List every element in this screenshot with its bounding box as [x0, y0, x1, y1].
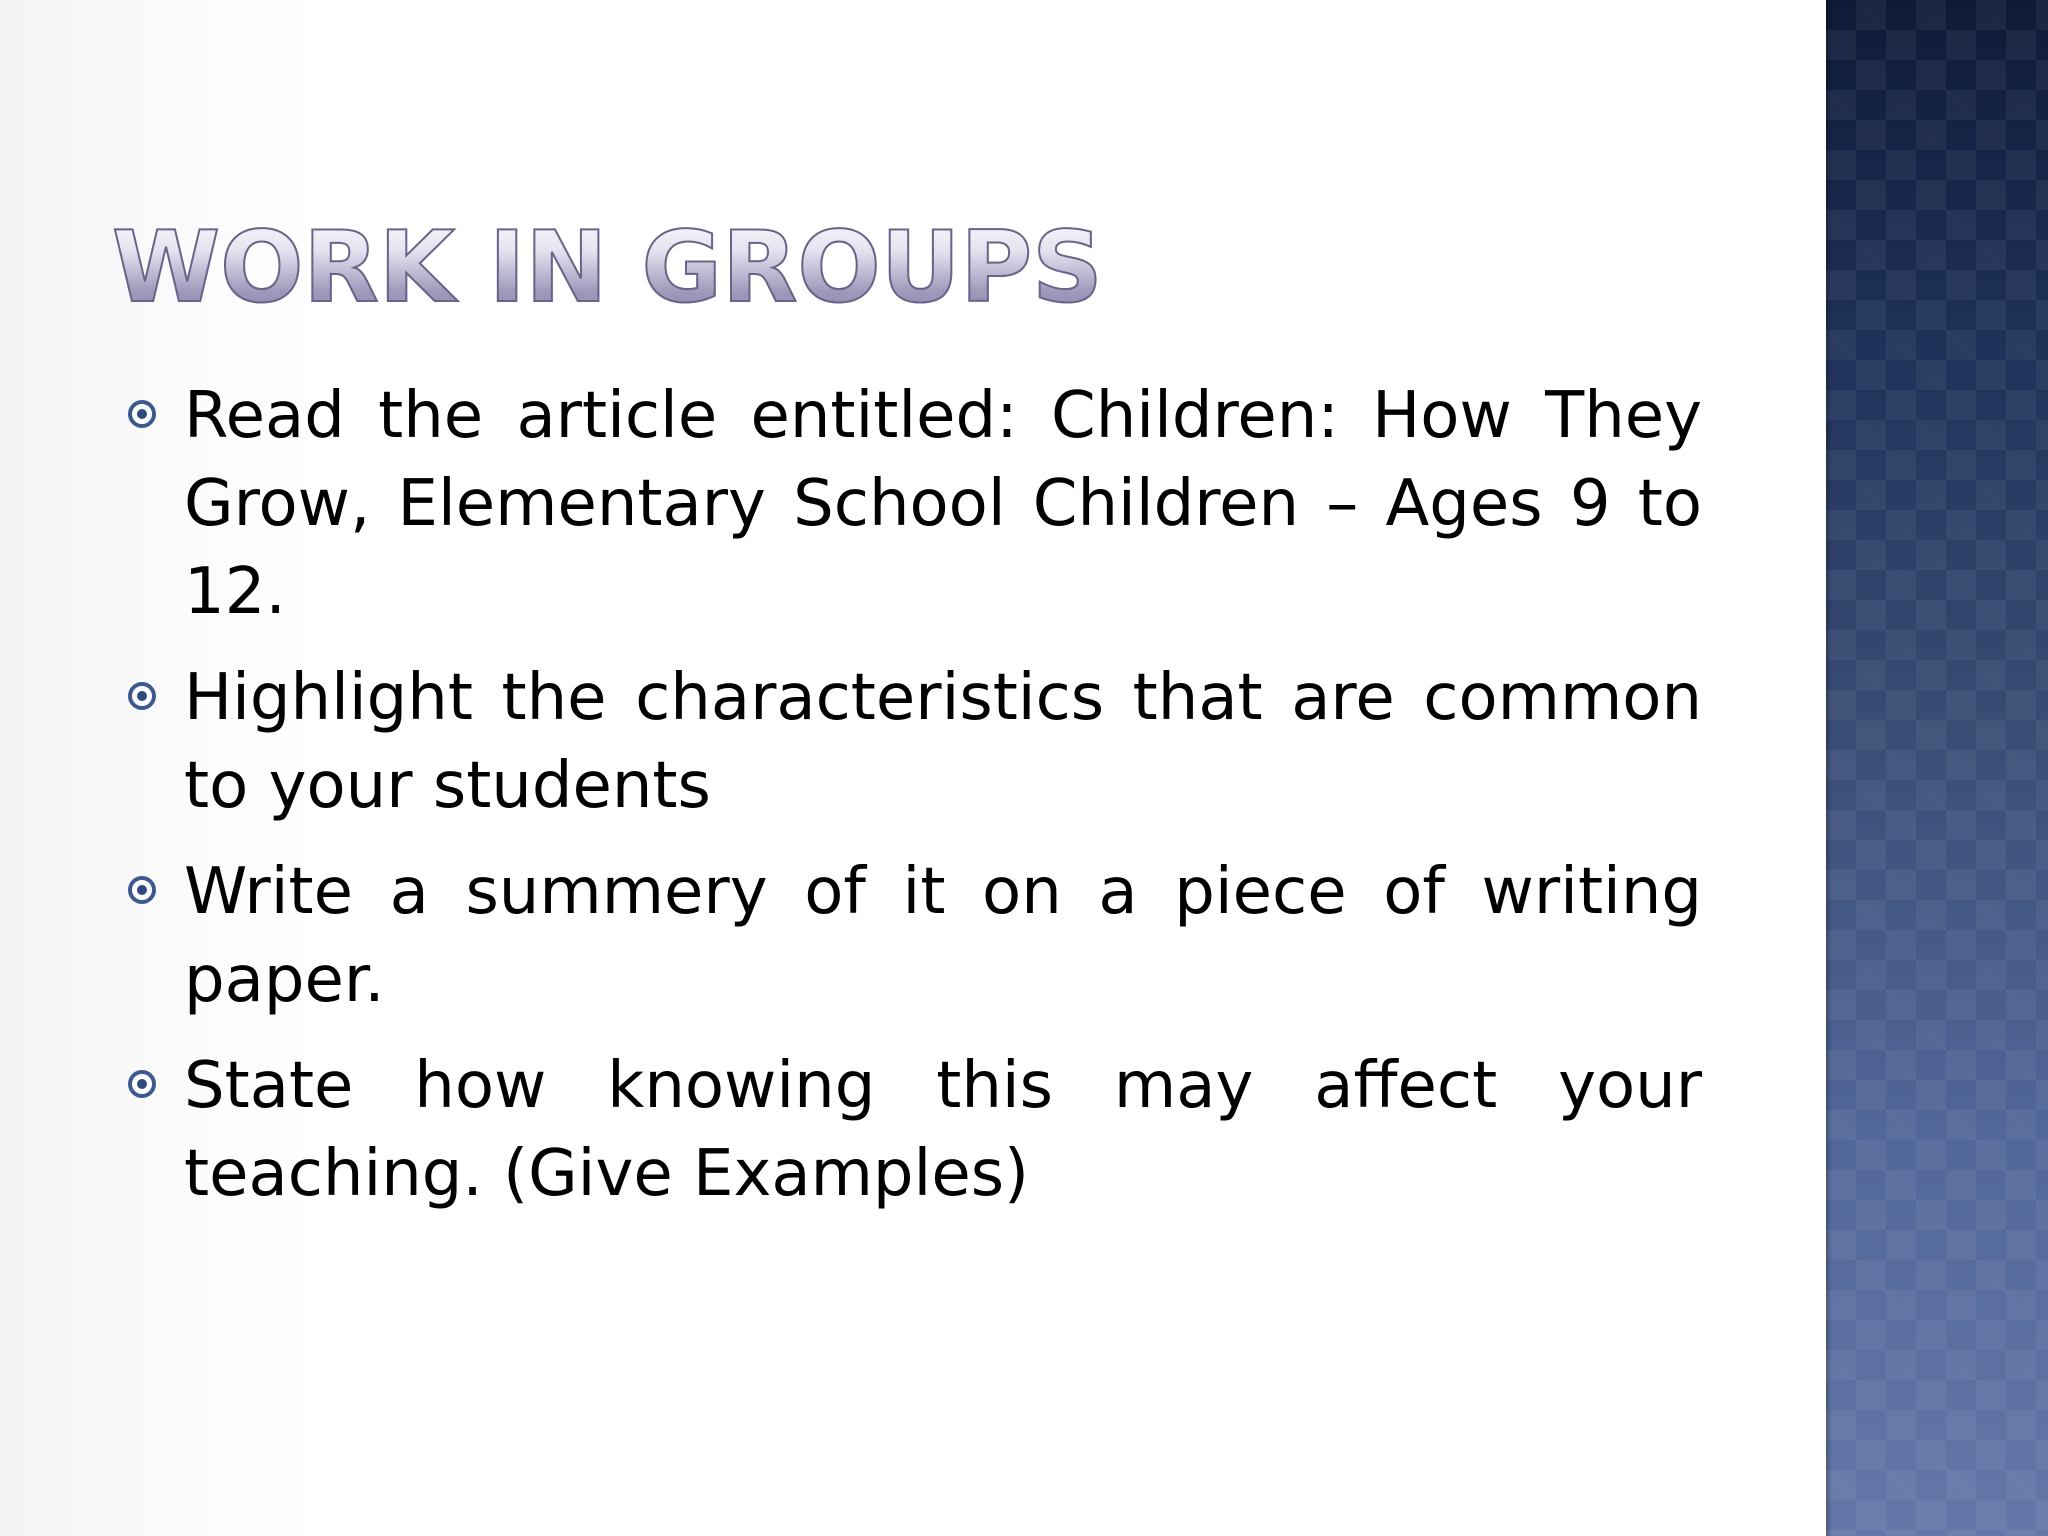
- slide-title: WORK IN GROUPS: [112, 208, 1103, 328]
- bullet-text: Read the article entitled: Children: How They Grow, Elementary School Children – Ages 9 to 12.: [184, 379, 1702, 629]
- bullet-list: [124, 372, 1702, 1236]
- circle-bullet-icon: [128, 682, 156, 710]
- bullet-text: State how knowing this may affect your teaching. (Give Examples): [184, 1049, 1702, 1211]
- circle-bullet-icon: [128, 1070, 156, 1098]
- bullet-item: [124, 1042, 1702, 1218]
- bullet-text: Write a summery of it on a piece of writing paper.: [184, 855, 1702, 1017]
- decorative-side-band: [1826, 0, 2048, 1536]
- bullet-text: Highlight the characteristics that are common to your students: [184, 661, 1702, 823]
- bullet-item: [124, 848, 1702, 1024]
- circle-bullet-icon: [128, 876, 156, 904]
- bullet-item: [124, 372, 1702, 636]
- circle-bullet-icon: [128, 400, 156, 428]
- bullet-item: [124, 654, 1702, 830]
